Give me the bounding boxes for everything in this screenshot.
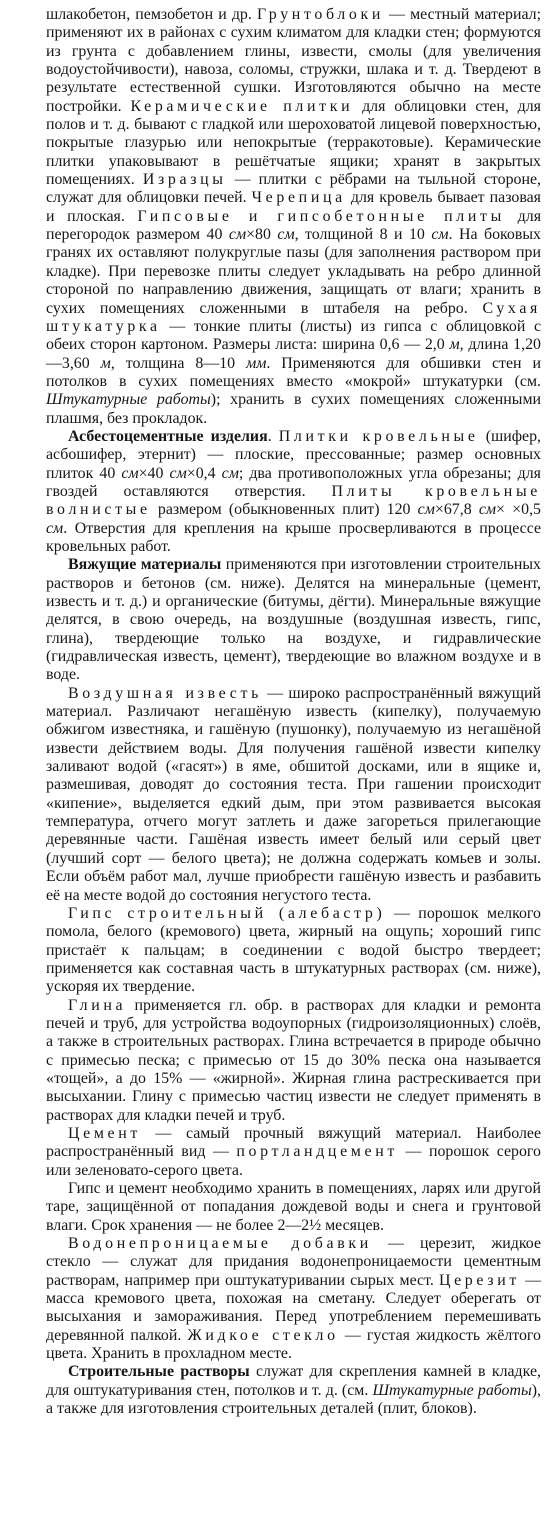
text-run: шлакобетон, пемзобетон и др.	[46, 6, 257, 23]
spaced-term: Плиты кровельные волнистые	[46, 482, 541, 519]
italic-text: см	[46, 519, 64, 537]
text-run: для кровель бывает пазовая и плоская.	[46, 189, 541, 225]
spaced-term: портландцемент	[236, 1143, 398, 1161]
spaced-term: Цемент	[68, 1124, 142, 1142]
spaced-term: Грунтоблоки	[256, 6, 385, 23]
text-run: — плитки с рёбрами на тыльной стороне, служат для облицовки печей.	[46, 171, 541, 207]
spaced-term: Глина	[68, 996, 127, 1014]
spaced-term: Жидкое стекло	[187, 1326, 339, 1344]
spaced-term: Водонепроницаемые добавки	[68, 1235, 372, 1253]
text-run: служат для скрепления камней в кладке, для оштукатуривания стен, потолков и т. д. (см.	[46, 1363, 541, 1399]
spaced-term: Черепица	[251, 189, 346, 207]
text-run: Гипс и цемент необходимо хранить в помещениях, ларях или другой таре, защищённой от попадания дождевой воды и снега и грунтовой влаги. Срок хранения — не более 2—2½ месяцев.	[46, 1180, 541, 1234]
text-run: × ×0,5	[496, 501, 541, 519]
paragraph	[46, 556, 541, 684]
paragraph	[46, 1125, 541, 1180]
text-run: — порошок серого или зеленовато-серого цвета.	[46, 1143, 541, 1179]
italic-text: см	[277, 226, 295, 244]
text-run: , толщиной 8 и 10	[294, 226, 432, 244]
spaced-term: Плитки кровельные	[278, 427, 479, 445]
italic-text: см	[417, 501, 435, 519]
document-text	[46, 6, 541, 1418]
text-run: ×40	[138, 464, 170, 482]
bold-heading: Строительные растворы	[68, 1363, 250, 1381]
text-run: — самый прочный вяжущий материал. Наиболее распространённый вид —	[46, 1124, 541, 1161]
text-run: применяется гл. обр. в растворах для кладки и ремонта печей и труб, для устройства водоупорных (гидроизоляционных) слоёв, а также в строительных растворах. Глина встречается в природе обычно с примесью песка; с примесью от 15 до 30% песка она называется «тощей», а до 15% — «жирной». Жирная глина растрескивается при высыхании. Глину с примесью частиц извести не следует применять в растворах для кладки печей и труб.	[46, 996, 541, 1124]
italic-text: см	[431, 226, 449, 244]
text-run: ; два противоположных угла обрезаны; для гвоздей оставляются отверстия.	[46, 464, 541, 500]
text-run: ); хранить в сухих помещениях сложенными плашмя, без прокладок.	[46, 391, 541, 427]
italic-text: м	[449, 336, 460, 354]
italic-text: см	[121, 464, 139, 482]
paragraph	[46, 1235, 541, 1363]
paragraph	[46, 997, 541, 1125]
text-run: для облицовки стен, для полов и т. д. бывают с гладкой или шероховатой лицевой поверхностью, покрытые глазурью или непокрытые (терракотовые). Керамические плитки упаковывают в решётчатые ящики; хранят в закрытых помещениях.	[46, 97, 541, 189]
spaced-term: Сухая штукатурка	[46, 299, 541, 335]
spaced-term: Воздушная известь	[68, 684, 262, 702]
paragraph	[46, 905, 541, 997]
text-run: . Применяются для обшивки стен и потолков в сухих помещениях вместо «мокрой» штукатурки (см.	[46, 354, 541, 390]
text-run: — широко распространённый вяжущий материал. Различают негашёную известь (кипелку), получаемую обжигом известняка, и гашёную (пушонку), получаемую из негашёной извести действием воды. Для получения гашёной извести кипелку заливают водой («гасят») в яме, обшитой досками, или в ящике и, размешивая, доводят до состояния теста. При гашении происходит «кипение», выделяется едкий дым, при этом развивается высокая температура, отчего могут затлеть и даже загореться прилегающие деревянные части. Гашёная известь имеет белый или серый цвет (лучший сорт — белого цвета); не должна содержать комьев и золы. Если объём работ мал, лучше приобрести гашёную известь и разбавить её на месте водой до состояния негустого теста.	[46, 684, 541, 904]
paragraph	[46, 1180, 541, 1235]
spaced-term: Церезит	[438, 1271, 520, 1289]
text-run: — масса кремового цвета, похожая на сметану. Следует оберегать от высыхания и замораживания. Перед употреблением перемешивать деревянной палкой.	[46, 1271, 541, 1344]
italic-text: см	[228, 226, 247, 244]
italic-text: см	[169, 464, 187, 482]
text-run: — тонкие плиты (листы) из гипса с облицовкой с обеих сторон картоном. Размеры листа: ширина 0,6 — 2,0	[46, 317, 541, 354]
bold-heading: Вяжущие материалы	[68, 556, 222, 574]
text-run: для перегородок размером 40	[46, 207, 541, 244]
text-run: — местный материал; применяют их в районах с сухим климатом для кладки стен; формуются из грунта с добавлением глины, извести, смолы (для увеличения водоустойчивости), навоза, соломы, стружки, шлака и т. д. Твердеют в результате естественной сушки. Изготовляются обычно на месте постройки.	[46, 6, 541, 115]
italic-text: мм	[246, 354, 267, 372]
text-run: . Отверстия для крепления на крыше просверливаются в процессе кровельных работ.	[46, 519, 541, 555]
paragraph	[46, 6, 541, 428]
text-run: — густая жидкость жёлтого цвета. Хранить в прохладном месте.	[46, 1326, 542, 1363]
text-run: применяются при изготовлении строительных растворов и бетонов (см. ниже). Делятся на минеральные (цемент, известь и т. д.) и органические (битумы, дёгти). Минеральные вяжущие делятся, в свою очередь, на воздушные (воздушная известь, гипс, глина), твердеющие только на воздухе, и гидравлические (гидравлическая известь, цемент), твердеющие во влажном воздухе и в воде.	[46, 556, 541, 684]
bold-heading: Асбестоцементные изделия	[68, 427, 268, 445]
text-run: ×80	[246, 226, 278, 244]
paragraph	[46, 685, 541, 905]
text-run: — порошок мелкого помола, белого (кремового) цвета, жирный на ощупь; хороший гипс пристаёт к пальцам; в соединении с водой быстро твердеет; применяется как составная часть в штукатурных растворах (см. ниже), ускоряя их твердение.	[46, 904, 541, 996]
text-run: .	[267, 427, 279, 445]
text-run: ×0,4	[186, 464, 222, 482]
italic-text: Штукатурные работы	[46, 391, 211, 409]
text-run: , толщина 8—10	[110, 354, 247, 372]
text-run: — церезит, жидкое стекло — служат для придания водонепроницаемости цементным растворам, например при оштукатуривании сырых мест.	[46, 1235, 541, 1289]
text-run: . На боковых гранях их оставляют полукруглые пазы (для заполнения раствором при кладке). При перевозке плиты следует укладывать на ребро длинной стороной по направлению движения, защищать от влаги; хранить в сухих помещениях сложенными в штабеля на ребро.	[46, 226, 542, 317]
text-run: ), а также для изготовления строительных деталей (плит, блоков).	[46, 1381, 541, 1418]
paragraph	[46, 428, 541, 556]
text-run: размером (обыкновенных плит) 120	[150, 501, 418, 519]
spaced-term: Изразцы	[142, 171, 227, 189]
spaced-term: Керамические плитки	[130, 97, 354, 115]
italic-text: см	[478, 501, 497, 519]
spaced-term: Гипсовые и гипсобетонные плиты	[137, 207, 505, 225]
text-run: (шифер, асбошифер, этернит) — плоские, прессованные; размер основных плиток 40	[46, 427, 541, 482]
text-run: ×67,8	[434, 501, 479, 519]
spaced-term: Гипс строительный (алебастр)	[68, 904, 386, 922]
italic-text: см	[221, 464, 239, 482]
paragraph	[46, 1363, 541, 1418]
italic-text: Штукатурные работы	[372, 1381, 532, 1399]
text-run: , длина 1,20—3,60	[46, 336, 541, 372]
italic-text: м	[100, 354, 111, 372]
